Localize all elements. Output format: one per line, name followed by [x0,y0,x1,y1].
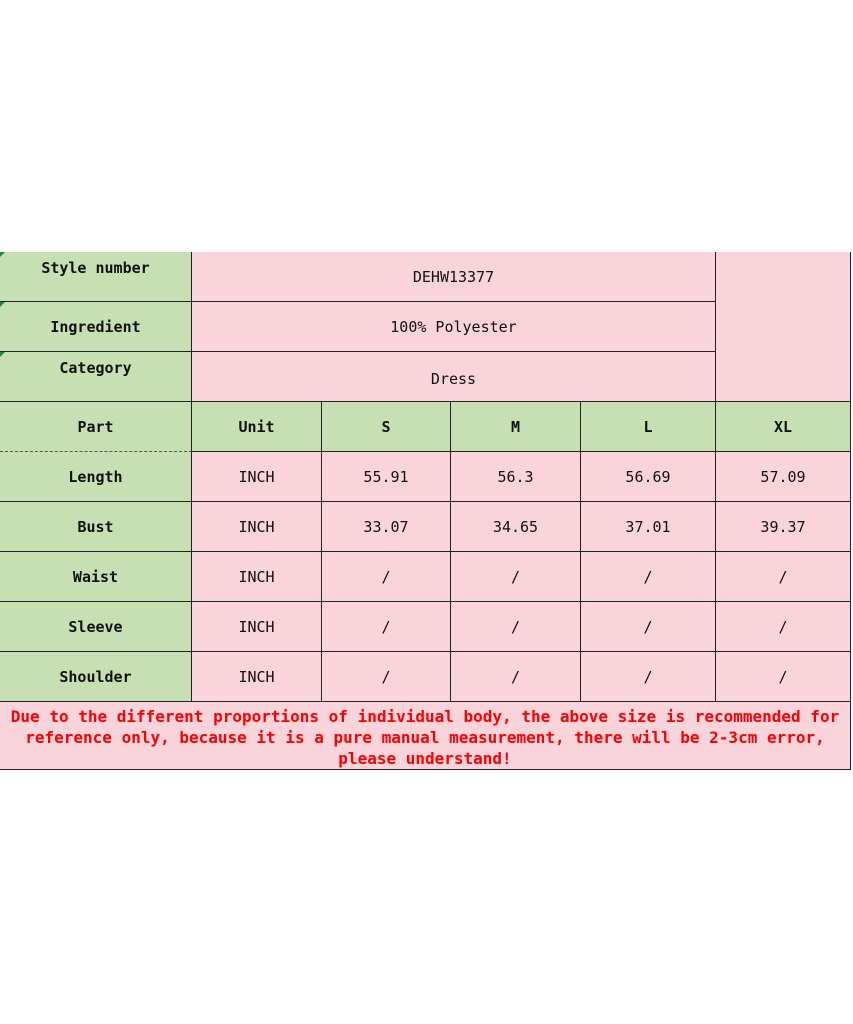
row-waist-xl-text: / [778,567,788,586]
row-bust-s [322,502,451,552]
row-shoulder-unit-text: INCH [238,667,275,686]
row-bust-m [451,502,581,552]
row-bust-part-text: Bust [77,517,114,536]
row-sleeve-l-text: / [643,617,653,636]
style-number-value [192,252,716,302]
product-image-cell [716,252,851,402]
row-sleeve-xl [716,602,851,652]
row-sleeve-m-text: / [510,617,521,636]
row-length-unit-text: INCH [238,467,275,486]
row-shoulder-s-text: / [381,667,391,686]
row-shoulder-part [0,652,192,702]
row-shoulder-m [451,652,581,702]
row-length-unit [192,452,322,502]
row-waist-l [581,552,716,602]
row-length-l [581,452,716,502]
header-size-m-text: M [510,417,521,436]
row-sleeve-part [0,602,192,652]
row-sleeve-part-text: Sleeve [68,617,123,636]
row-shoulder-xl-text: / [778,667,788,686]
category-label-text: Category [59,359,132,377]
header-size-xl-text: XL [773,417,793,436]
row-sleeve-s [322,602,451,652]
row-shoulder-l-text: / [643,667,653,686]
row-shoulder-s [322,652,451,702]
size-chart-table [0,252,851,770]
row-waist-m-text: / [510,567,521,586]
row-length-m-text: 56.3 [497,467,534,486]
style-number-label-text: Style number [41,259,150,277]
header-part-text: Part [77,417,114,436]
row-shoulder-part-text: Shoulder [59,667,132,686]
header-unit [192,402,322,452]
row-waist-l-text: / [643,567,653,586]
category-value-text: Dress [430,369,477,388]
header-size-l [581,402,716,452]
header-size-xl [716,402,851,452]
header-size-l-text: L [643,417,653,436]
row-length-l-text: 56.69 [625,467,671,486]
row-waist-s [322,552,451,602]
row-sleeve-m [451,602,581,652]
style-number-label [0,252,192,302]
row-bust-part [0,502,192,552]
header-size-s [322,402,451,452]
row-bust-unit [192,502,322,552]
row-shoulder-l [581,652,716,702]
row-sleeve-unit [192,602,322,652]
row-bust-unit-text: INCH [238,517,275,536]
row-bust-l-text: 37.01 [625,517,671,536]
row-waist-unit [192,552,322,602]
row-length-part [0,452,192,502]
ingredient-value-text: 100% Polyester [390,317,517,336]
row-bust-l [581,502,716,552]
row-waist-xl [716,552,851,602]
row-shoulder-m-text: / [510,667,521,686]
ingredient-value [192,302,716,352]
header-size-m [451,402,581,452]
header-size-s-text: S [381,417,391,436]
row-length-m [451,452,581,502]
row-sleeve-unit-text: INCH [238,617,275,636]
row-sleeve-xl-text: / [778,617,788,636]
row-sleeve-l [581,602,716,652]
row-bust-xl [716,502,851,552]
row-waist-s-text: / [381,567,391,586]
ingredient-label-text: Ingredient [50,317,141,336]
measurement-note-text: Due to the different proportions of individual body, the above size is recommended for reference only, because it is a pure manual measurement, there will be 2-3cm error, please understand! [10,707,840,768]
style-number-value-text: DEHW13377 [412,267,495,286]
category-value [192,352,716,402]
row-bust-s-text: 33.07 [363,517,409,536]
row-waist-part [0,552,192,602]
row-waist-unit-text: INCH [238,567,275,586]
row-length-s [322,452,451,502]
row-sleeve-s-text: / [381,617,391,636]
header-unit-text: Unit [238,417,275,436]
row-shoulder-xl [716,652,851,702]
row-length-xl [716,452,851,502]
row-bust-m-text: 34.65 [492,517,539,536]
row-waist-m [451,552,581,602]
row-bust-xl-text: 39.37 [760,517,806,536]
category-label [0,352,192,402]
row-length-s-text: 55.91 [363,467,409,486]
measurement-note [0,702,851,770]
row-length-xl-text: 57.09 [760,467,806,486]
row-length-part-text: Length [68,467,123,486]
row-waist-part-text: Waist [72,567,119,586]
ingredient-label [0,302,192,352]
header-part [0,402,192,452]
row-shoulder-unit [192,652,322,702]
